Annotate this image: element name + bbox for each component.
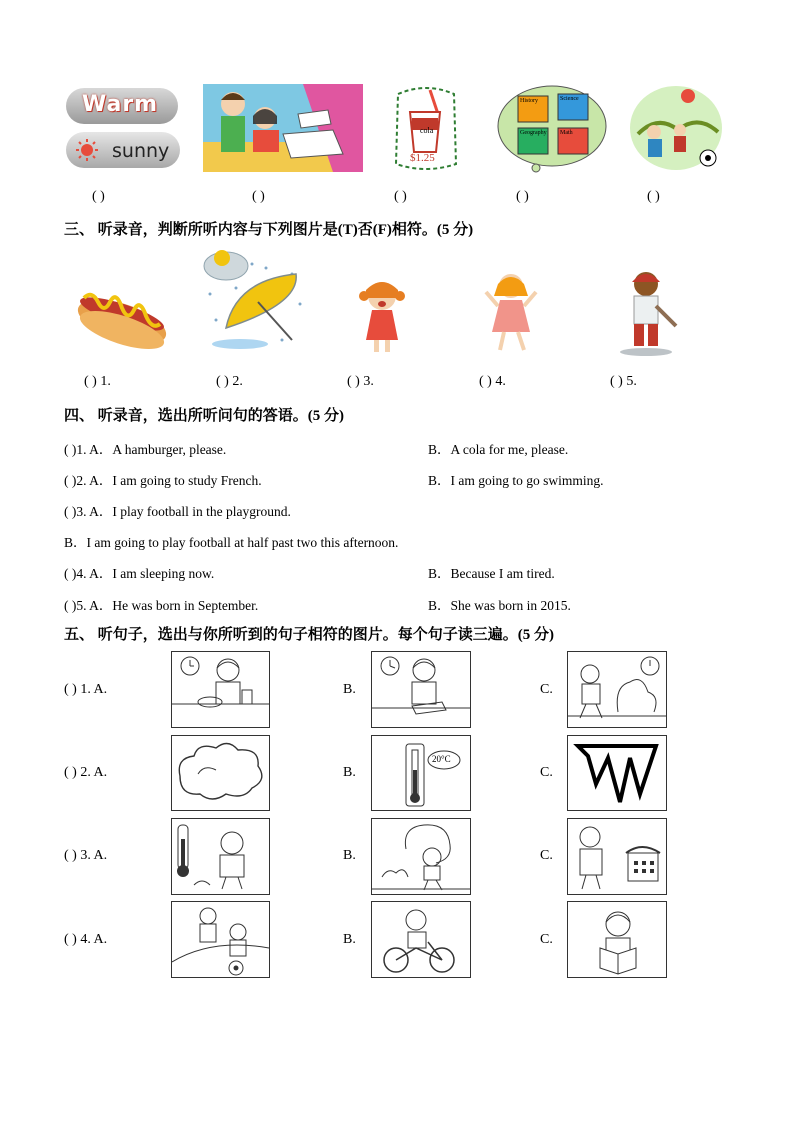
book-history: History: [520, 98, 538, 104]
s5-row2-num[interactable]: ( ) 2. A.: [64, 765, 108, 780]
top-blank-2[interactable]: ( ): [252, 189, 265, 204]
s4-q4-a[interactable]: ( )4. A．I am sleeping now.: [64, 566, 215, 581]
s3-item-5[interactable]: ( ) 5.: [610, 374, 637, 389]
s3-item-1[interactable]: ( ) 1.: [84, 374, 111, 389]
cola-cup-picture: [390, 84, 462, 172]
s5-row3-num[interactable]: ( ) 3. A.: [64, 848, 108, 863]
sun-icon: [76, 139, 98, 161]
s5-row1-c-boy-walking[interactable]: [567, 651, 667, 728]
section4-title: 四、 听录音，选出所听问句的答语。(5 分): [64, 408, 344, 424]
s5-row1-b-label: B.: [343, 682, 356, 697]
s3-item-2[interactable]: ( ) 2.: [216, 374, 243, 389]
kids-studying-picture: [203, 84, 363, 172]
s5-row2-b-thermometer[interactable]: [371, 735, 471, 811]
sunny-word: sunny: [112, 140, 170, 162]
s4-q2-a[interactable]: ( )2. A．I am going to study French.: [64, 473, 262, 488]
s5-row4-b-label: B.: [343, 932, 356, 947]
s5-row3-b-girl-walking-rain[interactable]: [371, 818, 471, 895]
kids-playing-football-picture: [628, 84, 724, 174]
rain-umbrella-picture: [196, 244, 314, 356]
s4-q5-a[interactable]: ( )5. A．He was born in September.: [64, 598, 259, 613]
s5-row4-c-label: C.: [540, 932, 553, 947]
s5-row4-a-football[interactable]: [171, 901, 270, 978]
s5-row1-b-boy-writing[interactable]: [371, 651, 471, 728]
s5-row1-num[interactable]: ( ) 1. A.: [64, 682, 108, 697]
section3-title: 三、 听录音，判断所听内容与下列图片是(T)否(F)相符。(5 分): [64, 222, 474, 238]
s5-row3-a-hot-girl[interactable]: [171, 818, 270, 895]
top-blank-1[interactable]: ( ): [92, 189, 105, 204]
cola-price: $1.25: [410, 152, 435, 164]
s5-row4-num[interactable]: ( ) 4. A.: [64, 932, 108, 947]
s5-row4-c-boy-reading[interactable]: [567, 901, 667, 978]
s5-row2-c-icicles[interactable]: [567, 735, 667, 811]
book-math: Math: [560, 130, 573, 136]
top-blank-3[interactable]: ( ): [394, 189, 407, 204]
baseball-player-picture: [612, 266, 684, 358]
s4-q2-b: B．I am going to go swimming.: [428, 473, 604, 488]
s5-row1-a-boy-eating[interactable]: [171, 651, 270, 728]
s5-row4-b-boy-bicycle[interactable]: [371, 901, 471, 978]
s4-q3-a[interactable]: ( )3. A．I play football in the playground.: [64, 504, 291, 519]
warm-word: Warm: [82, 92, 159, 117]
hotdog-picture: [74, 268, 170, 358]
s4-q3-b: B．I am going to play football at half past two this afternoon.: [64, 535, 399, 550]
s4-q5-b: B．She was born in 2015.: [428, 598, 571, 613]
s3-item-4[interactable]: ( ) 4.: [479, 374, 506, 389]
s4-q1-b: B．A cola for me, please.: [428, 442, 569, 457]
s5-row1-c-label: C.: [540, 682, 553, 697]
top-blank-5[interactable]: ( ): [647, 189, 660, 204]
cola-label: cola: [420, 126, 434, 135]
s5-row2-c-label: C.: [540, 765, 553, 780]
s5-row2-a-clouds[interactable]: [171, 735, 270, 811]
s4-q1-a[interactable]: ( )1. A．A hamburger, please.: [64, 442, 227, 457]
books-thought-picture: [496, 84, 608, 174]
book-science: Science: [560, 96, 579, 102]
thermo-label: 20°C: [432, 754, 451, 764]
happy-girl-picture: [478, 266, 544, 356]
s4-q4-b: B．Because I am tired.: [428, 566, 555, 581]
weather-word-card: [62, 86, 188, 172]
s5-row3-c-label: C.: [540, 848, 553, 863]
book-geography: Geography: [520, 130, 547, 136]
top-blank-4[interactable]: ( ): [516, 189, 529, 204]
s5-row3-b-label: B.: [343, 848, 356, 863]
s5-row3-c-boy-phone[interactable]: [567, 818, 667, 895]
crying-girl-picture: [352, 268, 412, 358]
section5-title: 五、 听句子，选出与你所听到的句子相符的图片。每个句子读三遍。(5 分): [64, 627, 554, 643]
s5-row2-b-label: B.: [343, 765, 356, 780]
s3-item-3[interactable]: ( ) 3.: [347, 374, 374, 389]
